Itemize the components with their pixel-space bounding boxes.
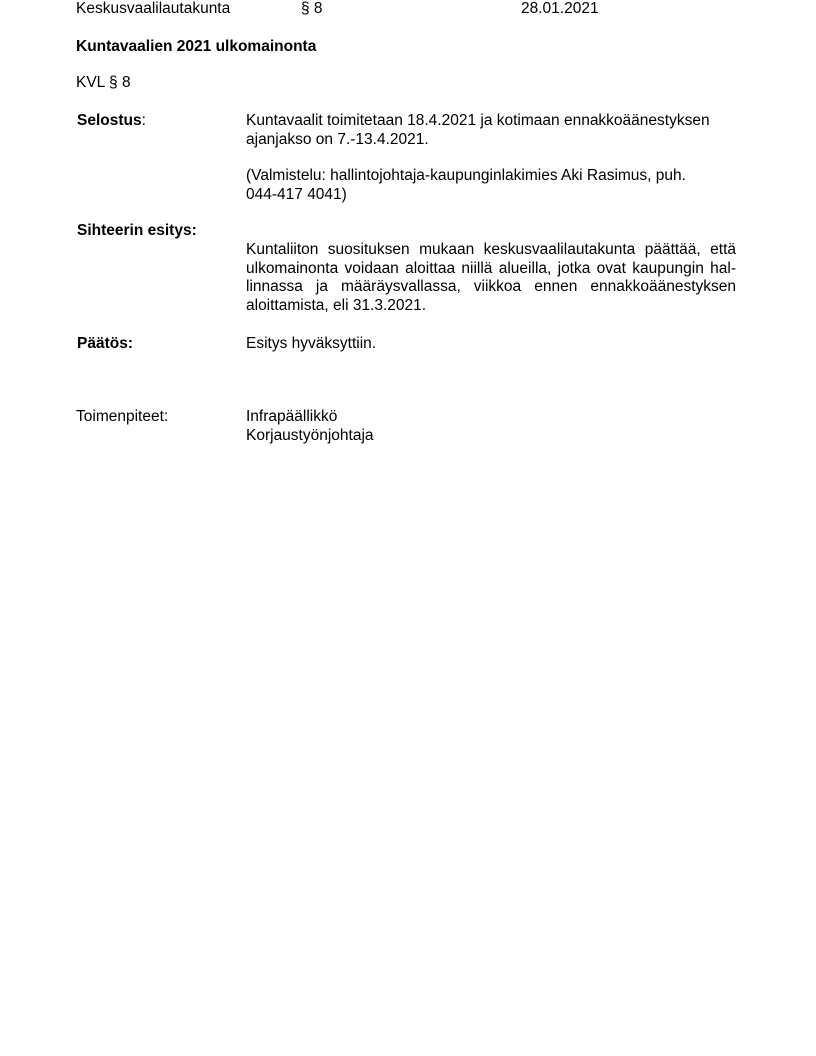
header-section-number: § 8	[301, 0, 323, 17]
toimenpiteet-recipients	[246, 408, 746, 445]
selostus-p1-line: Kuntavaalit toimitetaan 18.4.2021 ja kotimaan ennakkoäänestyksen	[246, 112, 710, 129]
header-date: 28.01.2021	[521, 0, 599, 17]
sihteerin-esitys-line: Kuntaliiton suosituksen mukaan keskusvaalilautakunta päättää, että	[246, 241, 736, 258]
sihteerin-esitys-line: ulkomainonta voidaan aloittaa niillä alueilla, jotka ovat kaupungin hal-	[246, 259, 736, 277]
selostus-preparer-note	[246, 167, 746, 204]
sihteerin-esitys-line: linnassa ja määräysvallassa, viikkoa ennen ennakkoäänestyksen	[246, 278, 736, 295]
paatos-text: Esitys hyväksyttiin.	[246, 335, 377, 352]
selostus-label: Selostus	[77, 112, 142, 129]
header-body-name: Keskusvaalilautakunta	[76, 0, 231, 17]
selostus-heading	[77, 112, 146, 131]
selostus-paragraph-1	[246, 112, 746, 149]
document-title: Kuntavaalien 2021 ulkomainonta	[76, 38, 317, 55]
sihteerin-esitys-line: aloittamista, eli 31.3.2021.	[246, 296, 427, 314]
section-reference: KVL § 8	[76, 74, 131, 91]
selostus-p1-line: ajanjakso on 7.-13.4.2021.	[246, 130, 429, 148]
toimenpiteet-label: Toimenpiteet:	[76, 408, 169, 425]
selostus-colon: :	[141, 112, 146, 129]
sihteerin-esitys-paragraph	[246, 241, 736, 315]
recipient-item: Infrapäällikkö	[246, 408, 338, 425]
recipient-item: Korjaustyönjohtaja	[246, 426, 374, 444]
paatos-label: Päätös:	[77, 335, 133, 352]
selostus-p2-line: 044-417 4041)	[246, 185, 347, 203]
selostus-p2-line: (Valmistelu: hallintojohtaja-kaupunginlakimies Aki Rasimus, puh.	[246, 167, 686, 184]
sihteerin-esitys-label: Sihteerin esitys:	[77, 222, 197, 239]
